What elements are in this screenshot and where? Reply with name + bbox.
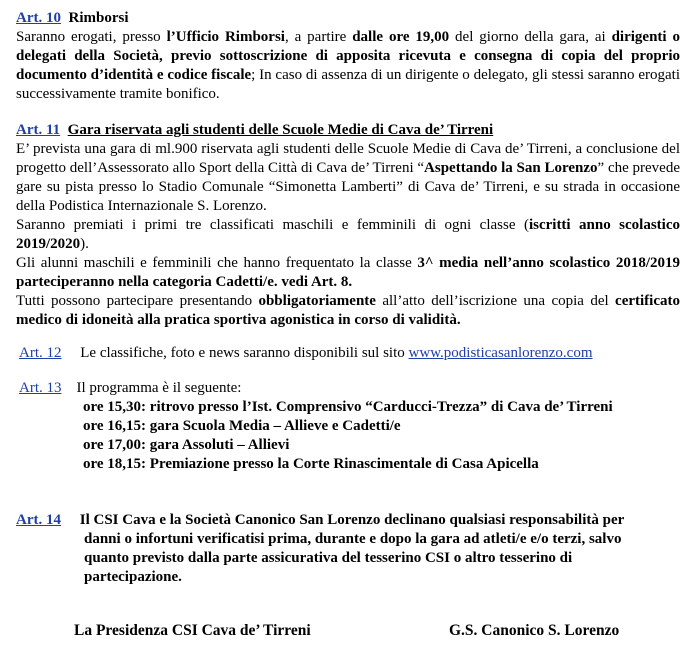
program-item: ore 15,30: ritrovo presso l’Ist. Comprensivo “Carducci-Trezza” di Cava de’ Tirreni bbox=[83, 399, 613, 415]
article-11-paragraph-1 bbox=[16, 140, 680, 216]
signature-left: La Presidenza CSI Cava de’ Tirreni bbox=[74, 622, 311, 639]
article-10-text bbox=[16, 9, 680, 104]
art10-t6: dirigenti o delegati della Società, previo sottoscrizione di apposita ricevuta e consegna di copia del proprio documento d’identità e codice fiscale bbox=[16, 29, 680, 83]
article-14-line-4: partecipazione. bbox=[84, 569, 182, 585]
website-link[interactable]: www.podisticasanlorenzo.com bbox=[408, 345, 593, 361]
article-11-title: Gara riservata agli studenti delle Scuole Medie di Cava de’ Tirreni bbox=[67, 122, 494, 138]
article-11-number: Art. 11 bbox=[16, 122, 61, 138]
art11-p1b: Aspettando la San Lorenzo bbox=[424, 160, 598, 176]
article-14-line-2: danni o infortuni verificatisi prima, durante e dopo la gara ad atleti/e e/o terzi, salvo bbox=[84, 531, 622, 547]
program-item: ore 18,15: Premiazione presso la Corte Rinascimentale di Casa Apicella bbox=[83, 456, 539, 472]
article-11-paragraph-3 bbox=[16, 254, 680, 292]
art10-t2: l’Ufficio Rimborsi bbox=[166, 29, 285, 45]
art10-t1: Saranno erogati, presso bbox=[16, 29, 167, 45]
art11-p4a: Tutti possono partecipare presentando bbox=[16, 293, 259, 309]
art11-p4d: certificato medico di idoneità alla pratica sportiva agonistica in corso di validità. bbox=[16, 293, 680, 328]
program-item: ore 16,15: gara Scuola Media – Allieve e Cadetti/e bbox=[83, 418, 401, 434]
article-14-line-1 bbox=[16, 511, 680, 530]
article-14-number: Art. 14 bbox=[16, 512, 61, 528]
art10-t7: ; In caso di assenza di un dirigente o delegato, gli stessi saranno erogati successivamente tramite bonifico. bbox=[16, 67, 680, 102]
art10-t3: , a partire bbox=[284, 29, 353, 45]
article-11 bbox=[16, 121, 680, 330]
article-12 bbox=[19, 344, 683, 363]
article-14-text-1: Il CSI Cava e la Società Canonico San Lorenzo declinano qualsiasi responsabilità per bbox=[79, 512, 625, 528]
article-14 bbox=[16, 511, 680, 587]
program-item: ore 17,00: gara Assoluti – Allievi bbox=[83, 437, 290, 453]
art11-p4b: obbligatoriamente bbox=[258, 293, 376, 309]
article-12-body: Le classifiche, foto e news saranno disponibili sul sito bbox=[80, 345, 409, 361]
article-12-text bbox=[19, 344, 683, 363]
art11-p2b: iscritti anno scolastico 2019/2020 bbox=[16, 217, 681, 252]
art11-p2c: ). bbox=[80, 236, 89, 252]
art11-p2a: Saranno premiati i primi tre classificati maschili e femminili di ogni classe ( bbox=[16, 217, 529, 233]
article-10-title: Rimborsi bbox=[68, 10, 129, 26]
article-13-intro: Il programma è il seguente: bbox=[76, 380, 242, 396]
art10-t4: dalle ore 19,00 bbox=[352, 29, 450, 45]
article-14-line-3: quanto previsto dalla parte assicurativa del tesserino CSI o altro tesserino di bbox=[84, 550, 573, 566]
art10-t5: del giorno della gara, ai bbox=[449, 29, 612, 45]
art11-p3a: Gli alunni maschili e femminili che hanno frequentato la classe bbox=[16, 255, 418, 271]
signature-right: G.S. Canonico S. Lorenzo bbox=[449, 622, 620, 639]
art11-p3b: 3^ media nell’anno scolastico 2018/2019 parteciperanno nella categoria Cadetti/e. vedi Art. 8. bbox=[16, 255, 680, 290]
article-12-number: Art. 12 bbox=[19, 345, 62, 361]
article-11-paragraph-4 bbox=[16, 292, 680, 330]
article-13 bbox=[19, 379, 683, 474]
article-11-paragraph-2 bbox=[16, 216, 680, 254]
article-13-intro-line bbox=[19, 379, 683, 398]
art11-p4c: all’atto dell’iscrizione una copia del bbox=[375, 293, 616, 309]
article-10-number: Art. 10 bbox=[16, 10, 61, 26]
art11-p1c: ” che prevede gare su pista presso lo Stadio Comunale “Simonetta Lamberti” di Cava de’ Tirreni, e su strada in occasione della Podistica Internazionale S. Lorenzo. bbox=[16, 160, 680, 214]
article-10 bbox=[16, 9, 680, 104]
art11-p1a: E’ prevista una gara di ml.900 riservata agli studenti delle Scuole Medie di Cava de’ Tirreni, a conclusione del progetto dell’Assessorato allo Sport della Città di Cava de’ Tirreni “ bbox=[16, 141, 680, 176]
article-13-number: Art. 13 bbox=[19, 380, 62, 396]
article-11-heading bbox=[16, 121, 680, 140]
